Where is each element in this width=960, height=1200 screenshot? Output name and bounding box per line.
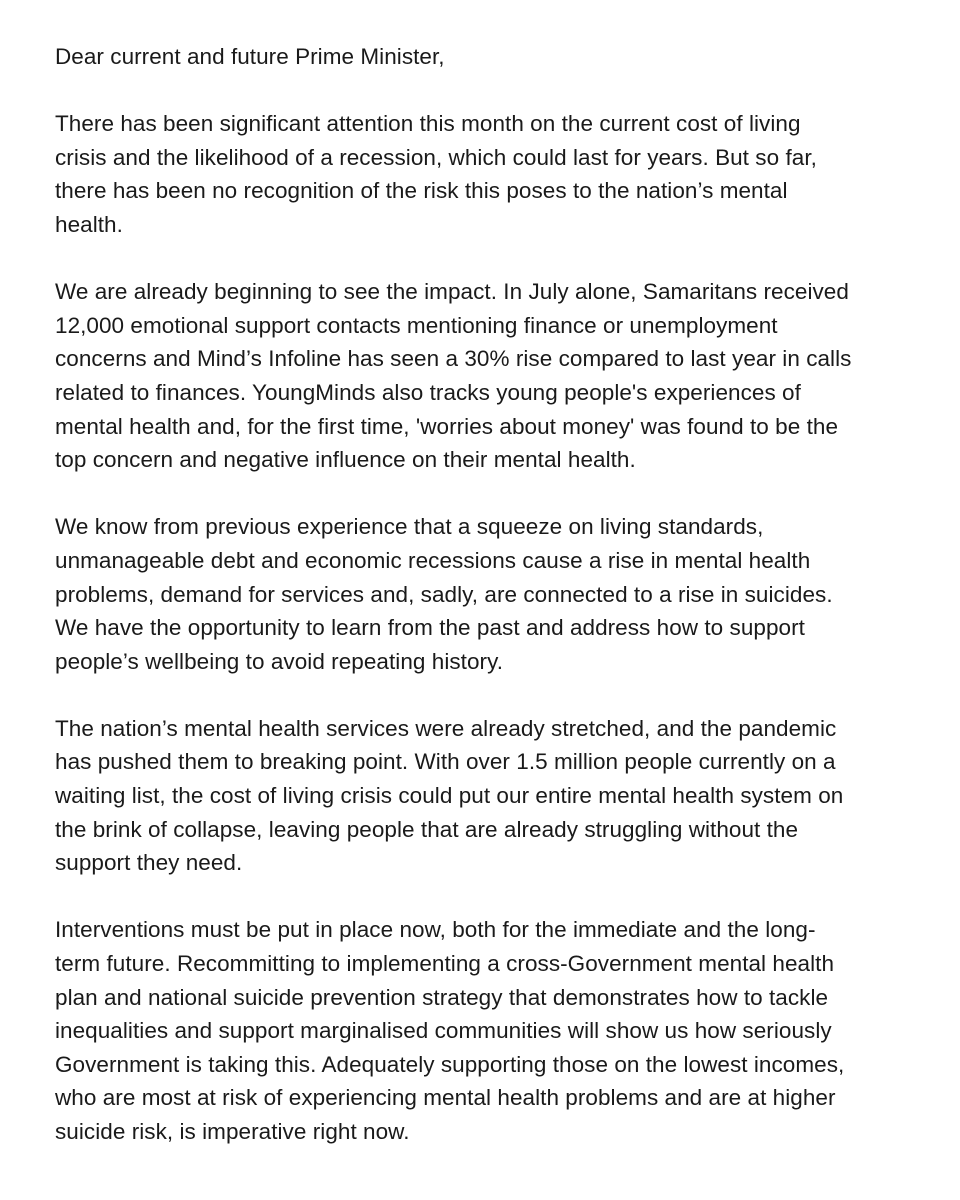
letter-paragraph-services-stretched: The nation’s mental health services were already stretched, and the pandemic has pushed them to breaking point. With over 1.5 million people currently on a waiting list, the cost of living crisis could put our entire mental health system on the brink of collapse, leaving people that are already struggling without the support they need. xyxy=(55,715,844,876)
letter-body xyxy=(55,40,935,1149)
letter-paragraph-interventions: Interventions must be put in place now, both for the immediate and the long- term future. Recommitting to implementing a cross-Government mental health plan and national suicide prevention strategy that demonstrates how to tackle inequalities and support marginalised communities will show us how seriously Government is taking this. Adequately supporting those on the lowest incomes, who are most at risk of experiencing mental health problems and are at higher suicide risk, is imperative right now. xyxy=(55,917,845,1144)
letter-paragraph-impact: We are already beginning to see the impact. In July alone, Samaritans received 12,000 emotional support contacts mentioning finance or unemployment concerns and Mind’s Infoline has seen a 30% rise compared to last year in calls related to finances. YoungMinds also tracks young people's experiences of mental health and, for the first time, 'worries about money' was found to be the top concern and negative influence on their mental health. xyxy=(55,279,852,473)
letter-salutation: Dear current and future Prime Minister, xyxy=(55,44,445,69)
letter-paragraph-previous-experience: We know from previous experience that a squeeze on living standards, unmanageable debt and economic recessions cause a rise in mental health problems, demand for services and, sadly, are connected to a rise in suicides. We have the opportunity to learn from the past and address how to support people’s wellbeing to avoid repeating history. xyxy=(55,514,833,674)
letter-paragraph-cost-of-living: There has been significant attention this month on the current cost of living crisis and the likelihood of a recession, which could last for years. But so far, there has been no recognition of the risk this poses to the nation’s mental health. xyxy=(55,111,817,237)
